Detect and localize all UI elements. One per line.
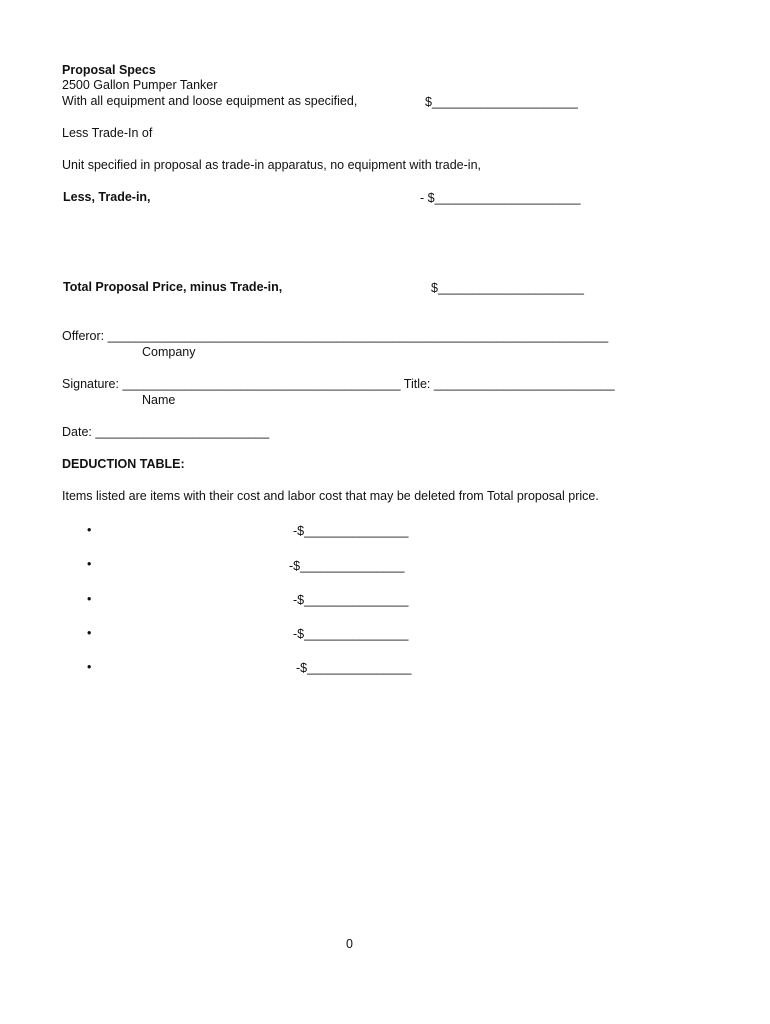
equipment-price-field[interactable]: $_____________________: [425, 95, 578, 109]
deduction-amount-field[interactable]: -$_______________: [296, 661, 412, 675]
deduction-amount-field[interactable]: -$_______________: [293, 593, 409, 607]
trade-in-label: Less, Trade-in,: [63, 190, 151, 204]
bullet-icon: •: [87, 523, 92, 537]
deduction-description: Items listed are items with their cost and labor cost that may be deleted from Total proposal price.: [62, 489, 599, 503]
offeror-field[interactable]: Offeror: ________________________________________________________________________: [62, 329, 609, 343]
trade-in-price-field[interactable]: - $_____________________: [420, 191, 581, 205]
total-label: Total Proposal Price, minus Trade-in,: [63, 280, 283, 294]
signature-caption: Name: [142, 393, 176, 407]
deduction-heading: DEDUCTION TABLE:: [62, 457, 185, 471]
proposal-title: Proposal Specs: [62, 63, 156, 77]
page-number: 0: [346, 937, 353, 951]
bullet-icon: •: [87, 592, 92, 606]
proposal-subtitle: 2500 Gallon Pumper Tanker: [62, 78, 218, 92]
total-price-field[interactable]: $_____________________: [431, 281, 584, 295]
bullet-icon: •: [87, 626, 92, 640]
deduction-amount-field[interactable]: -$_______________: [293, 524, 409, 538]
less-trade-in-heading: Less Trade-In of: [62, 126, 153, 140]
deduction-amount-field[interactable]: -$_______________: [289, 559, 405, 573]
deduction-amount-field[interactable]: -$_______________: [293, 627, 409, 641]
offeror-caption: Company: [142, 345, 196, 359]
equipment-line: With all equipment and loose equipment as specified,: [62, 94, 358, 108]
signature-title-field[interactable]: Signature: ________________________________________ Title: __________________________: [62, 377, 615, 391]
date-field[interactable]: Date: _________________________: [62, 425, 270, 439]
bullet-icon: •: [87, 660, 92, 674]
trade-in-description: Unit specified in proposal as trade-in apparatus, no equipment with trade-in,: [62, 158, 481, 172]
bullet-icon: •: [87, 557, 92, 571]
